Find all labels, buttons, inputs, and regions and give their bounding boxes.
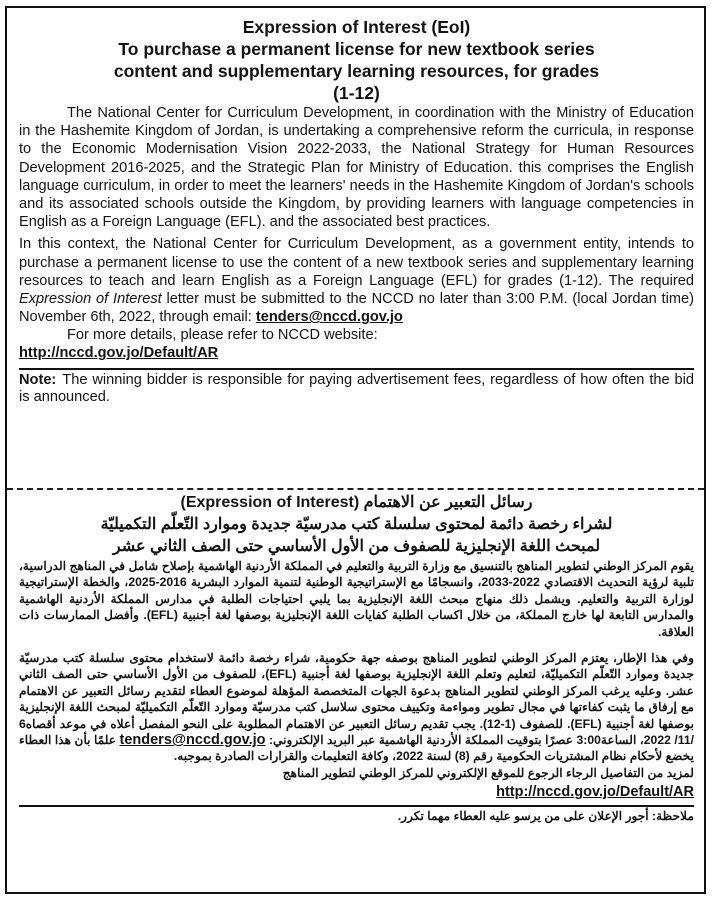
english-note [19, 368, 694, 406]
english-section [7, 8, 704, 406]
english-note-text: The winning bidder is responsible for paying advertisement fees, regardless of how often the bid is announced. [19, 372, 694, 406]
english-more-details: For more details, please refer to NCCD website: [67, 327, 378, 344]
arabic-title [19, 492, 694, 558]
english-paragraph-2 [19, 235, 694, 326]
arabic-paragraph-2-text: وفي هذا الإطار، يعتزم المركز الوطني لتطوير المناهج بوصفه جهة حكومية، شراء رخصة دائمة لاستخدام محتوى سلسلة كتب مدرسيّة جديدة وموارد التّعلّم التكميليّة، لتعليم وتعلم اللغة الإنجليزية بوصفها لغة أجنبية (EFL)، للصفوف من الأول الأساسي حتى الصف الثاني عشر. وعليه يرغب المركز الوطني لتطوير المناهج بدعوة الجهات المتخصصة المؤهلة لموضوع العطاء لتقديم رسائل التعبير عن الاهتمام مع إرفاق ما يثبت كفاءتها في مجال تطوير ومواءمة وتكييف محتوى سلاسل كتب مدرسيّة وموارد التّعلّم التكميليّة لمبحث اللغة الإنجليزية بوصفها لغة أجنبية (EFL). للصفوف (1-12). يجب تقديم رسائل التعبير عن الاهتمام المطلوبة على النحو المفصل أعلاه في موعد أقصاه6 /11/ 2022، الساعة3:00 عصرًا بتوقيت المملكة الأردنية الهاشمية عبر البريد الإلكتروني: [19, 651, 694, 748]
english-title-line: Expression of Interest (EoI) [242, 17, 471, 37]
advertisement-frame [5, 6, 706, 894]
arabic-title-line: رسائل التعبير عن الاهتمام (Expression of Interest) [180, 494, 533, 511]
english-paragraph-2-text: letter must be submitted to the NCCD no later than 3:00 P.M. (local Jordan time) November 6th, 2022, through email: [19, 291, 694, 326]
english-title-line: (1-12) [333, 83, 380, 103]
arabic-title-line: لمبحث اللغة الإنجليزية للصفوف من الأول الأساسي حتى الصف الثاني عشر [112, 538, 601, 555]
english-title [19, 16, 694, 104]
section-divider [7, 488, 704, 490]
arabic-paragraph-2-end: علمًا بأن هذا العطاء يخضع لأحكام نظام المشتريات الحكومية رقم (8) لسنة 2022، وكافة التعليمات والقرارات الصادرة بموجبه. [19, 733, 694, 764]
arabic-website-line [19, 783, 694, 801]
english-paragraph-1: The National Center for Curriculum Development, in coordination with the Ministry of Education in the Hashemite Kingdom of Jordan, is undertaking a comprehensive reform the curricula, in response to the Economic Modernisation Vision 2022-2033, the National Strategy for Human Resources Development 2016-2025, and the Strategic Plan for Ministry of Education. this comprises the English language curriculum, in order to meet the learners' needs in the Hashemite Kingdom of Jordan's schools and its associated schools outside the Kingdom, by providing learners with language competencies in English as a Foreign Language (EFL). and the associated best practices. [19, 105, 694, 231]
english-paragraph-2-text: In this context, the National Center for Curriculum Development, as a government entity, intends to purchase a permanent license to use the content of a new textbook series and supplementary learning resources to teach and learn English as a Foreign Language (EFL) for grades (1-12). The required [19, 236, 694, 289]
arabic-paragraph-1: يقوم المركز الوطني لتطوير المناهج بالتنسيق مع وزارة التربية والتعليم في المملكة الأردنية الهاشمية بإصلاح شامل في المناهج الدراسية، تلبية لرؤية التحديث الاقتصادي 2022-2033، وانسجامًا مع الإستراتيجية الوطنية لتنمية الموارد البشرية 2016-2025، والخطة الإستراتيجية لوزارة التربية والتعليم. ويشمل ذلك منهاج مبحث اللغة الإنجليزية بما يلبي احتياجات الطلبة في مدارس المملكة الأردنية الهاشمية والمدارس التابعة لها خارج المملكة، من خلال اكساب الطلبة كفايات اللغة الإنجليزية بوصفها لغة أجنبية (EFL). وأفضل الممارسات ذات العلاقة. [19, 559, 694, 639]
english-eoi-emphasis: Expression of Interest [19, 291, 162, 308]
english-title-line: content and supplementary learning resources, for grades [113, 61, 600, 81]
arabic-paragraph-2 [19, 650, 694, 765]
arabic-note: ملاحظة: أجور الإعلان على من يرسو عليه العطاء مهما تكرر. [19, 805, 694, 824]
english-website-link[interactable]: http://nccd.gov.jo/Default/AR [19, 345, 219, 362]
arabic-email-link[interactable]: tenders@nccd.gov.jo [119, 732, 266, 749]
english-email-link[interactable]: tenders@nccd.gov.jo [255, 309, 403, 326]
arabic-website-link[interactable]: http://nccd.gov.jo/Default/AR [496, 784, 694, 801]
english-title-line: To purchase a permanent license for new textbook series [118, 39, 595, 59]
english-note-label: Note: [19, 372, 57, 389]
arabic-title-line: لشراء رخصة دائمة لمحتوى سلسلة كتب مدرسيّة جديدة وموارد التّعلّم التكميليّة [100, 516, 613, 533]
arabic-section [7, 492, 704, 824]
arabic-more-details: لمزيد من التفاصيل الرجاء الرجوع للموقع الإلكتروني للمركز الوطني لتطوير المناهج [282, 765, 694, 780]
